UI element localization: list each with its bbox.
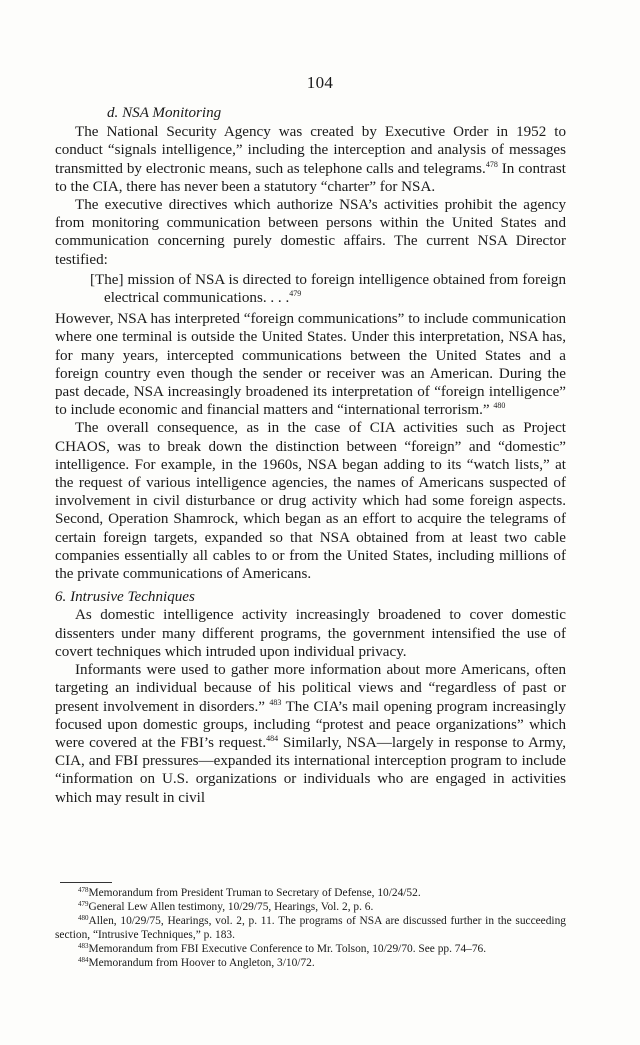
paragraph-text: The National Security Agency was created by Executive Order in 1952 to conduct “signals intelligence,” including the interception and analysis of messages transmitted by electronic means, such as telephone calls and telegrams.: [55, 124, 566, 177]
paragraph-nsa-creation: [55, 123, 566, 196]
paragraph-domestic-intelligence: As domestic intelligence activity increasingly broadened to cover domestic dissenters under many different programs, the government intensified the use of covert techniques which intruded upon individual privacy.: [55, 607, 566, 660]
footnote: [55, 957, 566, 971]
paragraph-interpretation: [55, 310, 566, 419]
body-text: [55, 104, 566, 807]
footnotes: [55, 887, 566, 970]
footnote-text: General Lew Allen testimony, 10/29/75, Hearings, Vol. 2, p. 6.: [88, 900, 374, 913]
footnote-number: 480: [78, 913, 89, 922]
footnote-ref-484: 484: [266, 733, 279, 743]
footnote: [55, 901, 566, 915]
footnote: [55, 887, 566, 901]
paragraph-text: The CIA’s mail opening program increasingly focused upon domestic groups, including “protest and peace organizations” which were covered at the FBI’s request.: [55, 698, 566, 751]
footnote-text: Memorandum from Hoover to Angleton, 3/10/72.: [88, 956, 315, 969]
footnote-number: 479: [78, 899, 89, 908]
block-quote: [90, 271, 566, 307]
footnote-number: 484: [78, 955, 89, 964]
footnote-number: 483: [78, 941, 89, 950]
footnote-ref-479: 479: [289, 289, 302, 299]
footnote-divider: [60, 882, 112, 883]
section-heading-nsa-monitoring: d. NSA Monitoring: [107, 105, 222, 121]
paragraph-overall-consequence: The overall consequence, as in the case of CIA activities such as Project CHAOS, was to break down the distinction between “foreign” and “domestic” intelligence. For example, in the 1960s, NSA began adding to its “watch lists,” at the request of various intelligence agencies, the names of Americans suspected of involvement in civil disturbance or drug activity which had some foreign aspects. Second, Operation Shamrock, which began as an effort to acquire the telegrams of certain foreign targets, expanded so that NSA obtained from at least two cable companies essentially all cables to or from the United States, including millions of the private communications of Americans.: [55, 420, 566, 583]
footnote: [55, 915, 566, 943]
paragraph-informants: [55, 661, 566, 807]
footnote-ref-483: 483: [269, 697, 282, 707]
footnote-ref-478: 478: [485, 159, 498, 169]
footnote-text: Memorandum from FBI Executive Conference to Mr. Tolson, 10/29/70. See pp. 74–76.: [88, 942, 487, 955]
page-number: 104: [306, 73, 334, 92]
paragraph-text: However, NSA has interpreted “foreign communications” to include communication where one terminal is outside the United States. Under this interpretation, NSA has, for many years, intercepted communications between the United States and a foreign country even though the sender or receiver was an American. During the past decade, NSA increasingly broadened its interpretation of “foreign intelligence” to include economic and financial matters and “international terrorism.”: [55, 311, 566, 419]
paragraph-executive-directives: The executive directives which authorize NSA’s activities prohibit the agency from monitoring communication between persons within the United States and communication concerning purely domestic affairs. The current NSA Director testified:: [55, 197, 566, 268]
paragraph-text: In contrast to the CIA, there has never been a statutory “charter” for NSA.: [55, 160, 566, 195]
footnote-ref-480: 480: [493, 401, 506, 411]
quote-text: [The] mission of NSA is directed to foreign intelligence obtained from foreign electrical communications. . . .: [90, 271, 566, 307]
footnote-text: Allen, 10/29/75, Hearings, vol. 2, p. 11. The programs of NSA are discussed further in the succeeding section, “Intrusive Techniques,” p. 183.: [55, 914, 566, 941]
footnote: [55, 943, 566, 957]
section-heading-intrusive-techniques: 6. Intrusive Techniques: [55, 589, 195, 606]
footnote-text: Memorandum from President Truman to Secretary of Defense, 10/24/52.: [88, 887, 421, 899]
paragraph-text: Similarly, NSA—largely in response to Army, CIA, and FBI pressures—expanded its international interception program to include “information on U.S. organizations or individuals who are engaged in activities which may result in civil: [55, 734, 566, 806]
paragraph-text: Informants were used to gather more information about more Americans, often targeting an individual because of his political views and “regardless of past or present involvement in disorders.”: [55, 662, 566, 715]
footnote-number: 478: [78, 886, 89, 894]
